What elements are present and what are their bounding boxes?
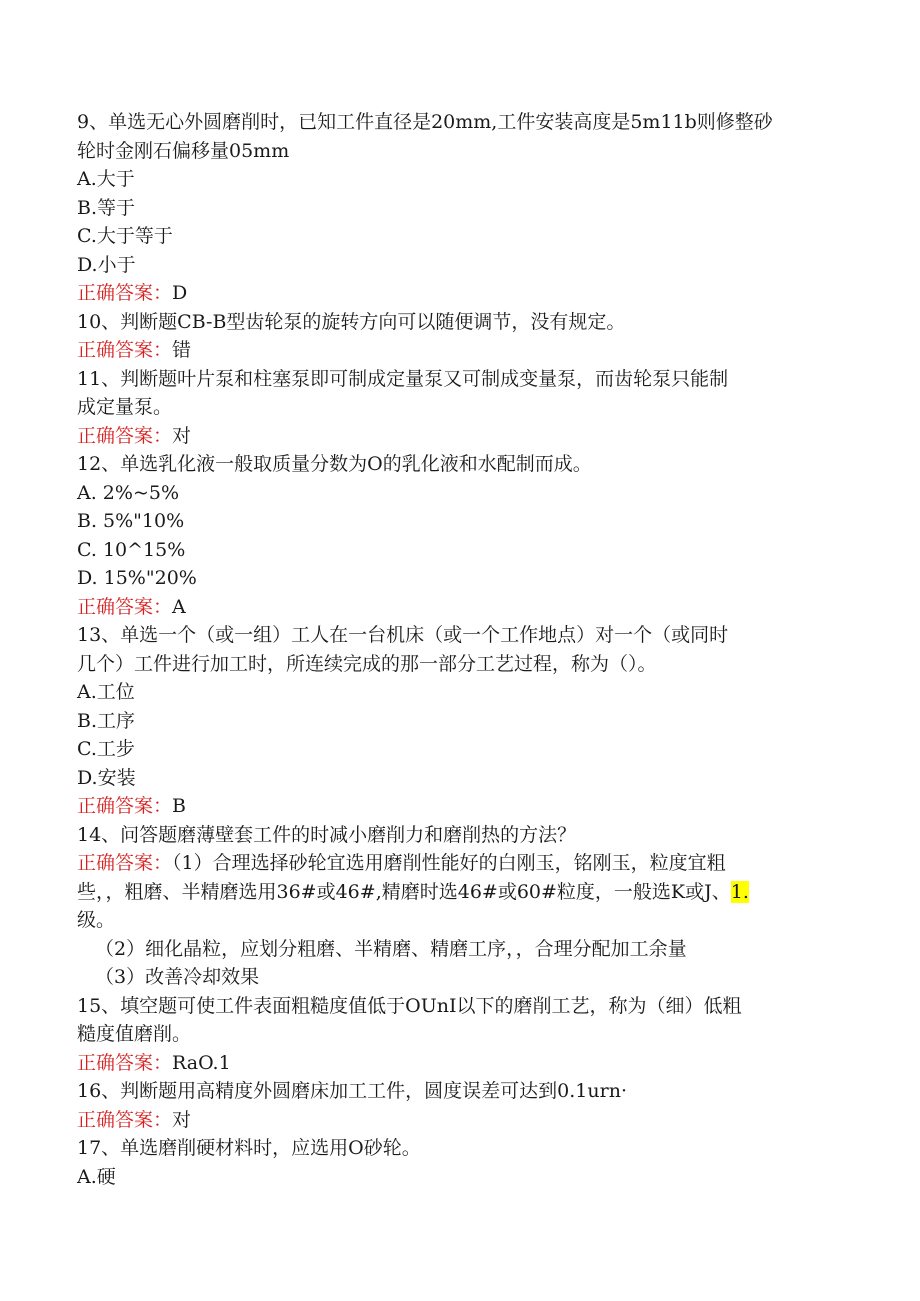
answer-value: B (172, 795, 186, 817)
answer-value: 对 (172, 1108, 192, 1131)
question-9-text: 9、单选无心外圆磨削时，已知工件直径是20mm,工件安装高度是5m11b则修整砂 (77, 111, 773, 133)
answer-value: 对 (172, 424, 192, 447)
question-16-answer (77, 1106, 847, 1135)
question-14-answer-cont-2: 级。 (77, 909, 116, 931)
answer-text: 些，，粗磨、半精磨选用36#或46#,精磨时选46#或60#粒度，一般选K或J、 (77, 880, 731, 903)
question-15-answer (77, 1049, 847, 1078)
question-12-option-b: B. 5%"10% (77, 510, 185, 532)
question-13-text-cont: 几个）工件进行加工时，所连续完成的那一部分工艺过程，称为（）。 (77, 652, 657, 675)
answer-label: 正确答案： (77, 339, 173, 361)
answer-value: （1）合理选择砂轮宜选用磨削性能好的白刚玉，铭刚玉，粒度宜粗 (172, 852, 726, 874)
question-17-option-a: A.硬 (77, 1165, 116, 1188)
answer-label: 正确答案： (77, 595, 173, 618)
answer-label: 正确答案： (77, 1108, 173, 1131)
question-9-option-d: D.小于 (77, 253, 136, 276)
question-14-answer (77, 849, 847, 878)
question-10-answer (77, 336, 847, 365)
question-13-option-d: D.安装 (77, 766, 136, 789)
question-13-option-b: B.工序 (77, 709, 136, 732)
answer-label: 正确答案： (77, 424, 173, 447)
question-10-text: 10、判断题CB-B型齿轮泵的旋转方向可以随便调节，没有规定。 (77, 310, 626, 333)
question-14-answer-point-2: （2）细化晶粒，应划分粗磨、半精磨、精磨工序，，合理分配加工余量 (95, 937, 687, 960)
document-page (77, 108, 847, 1191)
question-15-text: 15、填空题可使工件表面粗糙度值低于OUnI以下的磨削工艺，称为（细）低粗 (77, 994, 742, 1017)
answer-label: 正确答案： (77, 852, 173, 874)
question-17-text: 17、单选磨削硬材料时，应选用O砂轮。 (77, 1137, 421, 1159)
question-14-answer-cont (77, 878, 847, 907)
question-12-option-a: A. 2%~5% (77, 481, 180, 504)
question-9-answer (77, 279, 847, 308)
highlighted-text: 1. (730, 880, 749, 903)
question-13-text: 13、单选一个（或一组）工人在一台机床（或一个工作地点）对一个（或同时 (77, 624, 729, 646)
question-12-answer (77, 593, 847, 622)
answer-value: RaO.1 (172, 1051, 231, 1074)
question-12-text: 12、单选乳化液一般取质量分数为O的乳化液和水配制而成。 (77, 453, 592, 475)
question-11-answer (77, 422, 847, 451)
question-14-answer-point-3: （3）改善冷却效果 (95, 966, 260, 988)
question-12-option-c: C. 10^15% (77, 538, 186, 561)
question-13-option-c: C.工步 (77, 738, 135, 760)
question-11-text-cont: 成定量泵。 (77, 396, 173, 418)
question-9-text-cont: 轮时金刚石偏移量05mm (77, 139, 290, 162)
question-9-option-b: B.等于 (77, 196, 136, 219)
question-9-option-a: A.大于 (77, 168, 135, 190)
question-14-text: 14、问答题磨薄壁套工件的时减小磨削力和磨削热的方法？ (77, 823, 577, 846)
question-12-option-d: D. 15%"20% (77, 567, 197, 589)
answer-value: A (172, 595, 186, 618)
question-15-text-cont: 糙度值磨削。 (77, 1023, 192, 1045)
answer-label: 正确答案： (77, 1051, 173, 1074)
question-13-answer (77, 792, 847, 821)
answer-value: 错 (172, 339, 192, 361)
question-11-text: 11、判断题叶片泵和柱塞泵即可制成定量泵又可制成变量泵，而齿轮泵只能制 (77, 367, 729, 390)
question-16-text: 16、判断题用高精度外圆磨床加工工件，圆度误差可达到0.1urn· (77, 1080, 627, 1102)
answer-label: 正确答案： (77, 282, 173, 304)
question-9-option-c: C.大于等于 (77, 225, 173, 247)
answer-label: 正确答案： (77, 795, 173, 817)
answer-value: D (172, 282, 188, 304)
question-13-option-a: A.工位 (77, 681, 135, 703)
